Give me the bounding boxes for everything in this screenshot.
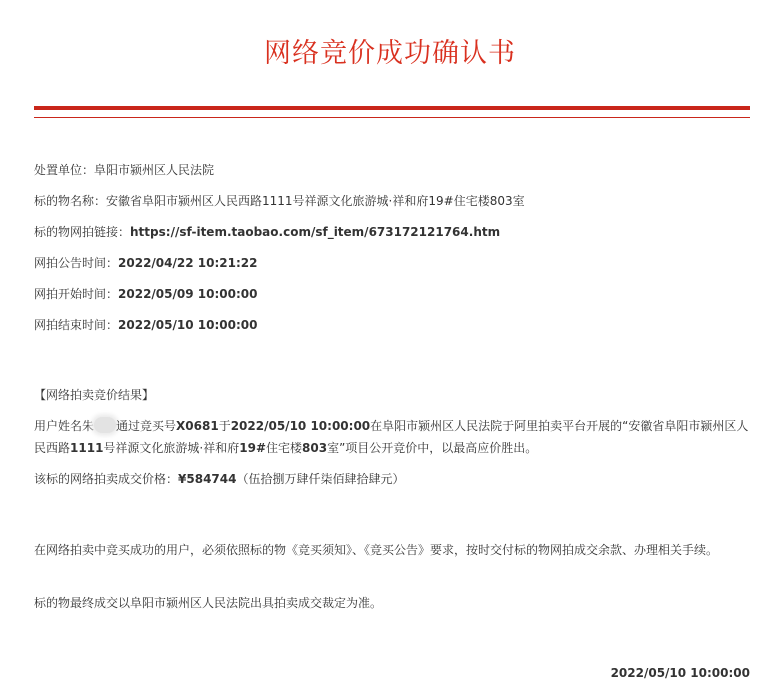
redacted-name xyxy=(94,417,116,433)
link-label: 标的物网拍链接： xyxy=(34,225,131,239)
result-text-f: 号祥源文化旅游城·祥和府 xyxy=(103,441,240,455)
court-row xyxy=(34,159,214,181)
item-row xyxy=(34,190,525,212)
court-value: 阜阳市颍州区人民法院 xyxy=(94,163,215,177)
price-value: ¥584744 xyxy=(178,472,237,486)
end-time-row xyxy=(34,314,257,336)
item-value: 安徽省阜阳市颍州区人民西路1111号祥源文化旅游城·祥和府19#住宅楼803室 xyxy=(106,194,525,208)
end-time-label: 网拍结束时间： xyxy=(34,318,119,332)
start-time-value: 2022/05/09 10:00:00 xyxy=(118,287,258,301)
result-text-g: 19# xyxy=(239,441,267,455)
result-paragraph xyxy=(34,415,750,459)
court-label: 处置单位： xyxy=(34,163,95,177)
result-header: 【网络拍卖竞价结果】 xyxy=(34,388,155,402)
start-time-label: 网拍开始时间： xyxy=(34,287,119,301)
result-text-j: 室”项目公开竞价中，以最高应价胜出。 xyxy=(327,441,538,455)
price-label: 该标的网络拍卖成交价格： xyxy=(34,472,179,486)
result-text-d: 在阜阳市颍州区人民法院于阿里拍卖平台开展的“安徽省阜阳市颍州区人民西路 xyxy=(34,419,749,455)
document-title: 网络竞价成功确认书 xyxy=(264,38,516,69)
end-time-value: 2022/05/10 10:00:00 xyxy=(118,318,258,332)
result-text-h: 住宅楼 xyxy=(266,441,303,455)
item-link[interactable]: https://sf-item.taobao.com/sf_item/673172121764.htm xyxy=(130,225,501,239)
link-row xyxy=(34,221,500,243)
result-text-a: 用户姓名朱 xyxy=(34,419,95,433)
result-text-c: 于 xyxy=(218,419,231,433)
announce-time-value: 2022/04/22 10:21:22 xyxy=(118,256,258,270)
item-label: 标的物名称： xyxy=(34,194,107,208)
price-words: （伍拾捌万肆仟柒佰肆拾肆元） xyxy=(236,472,405,486)
title-rule-thin xyxy=(34,117,750,118)
result-text-b: 通过竞买号 xyxy=(116,419,177,433)
title-rule-thick xyxy=(34,106,750,110)
footer-date: 2022/05/10 10:00:00 xyxy=(610,666,750,680)
notice-paragraph-2: 标的物最终成交以阜阳市颍州区人民法院出具拍卖成交裁定为准。 xyxy=(34,596,383,610)
bid-number: X0681 xyxy=(176,419,219,433)
bid-time: 2022/05/10 10:00:00 xyxy=(230,419,371,433)
announce-time-row xyxy=(34,252,257,274)
price-row xyxy=(34,468,404,490)
result-text-i: 803 xyxy=(302,441,328,455)
start-time-row xyxy=(34,283,257,305)
notice-paragraph-1: 在网络拍卖中竞买成功的用户，必须依照标的物《竞买须知》、《竞买公告》要求，按时交付标的物网拍成交余款、办理相关手续。 xyxy=(34,543,719,557)
announce-time-label: 网拍公告时间： xyxy=(34,256,119,270)
result-text-e: 1111 xyxy=(70,441,104,455)
